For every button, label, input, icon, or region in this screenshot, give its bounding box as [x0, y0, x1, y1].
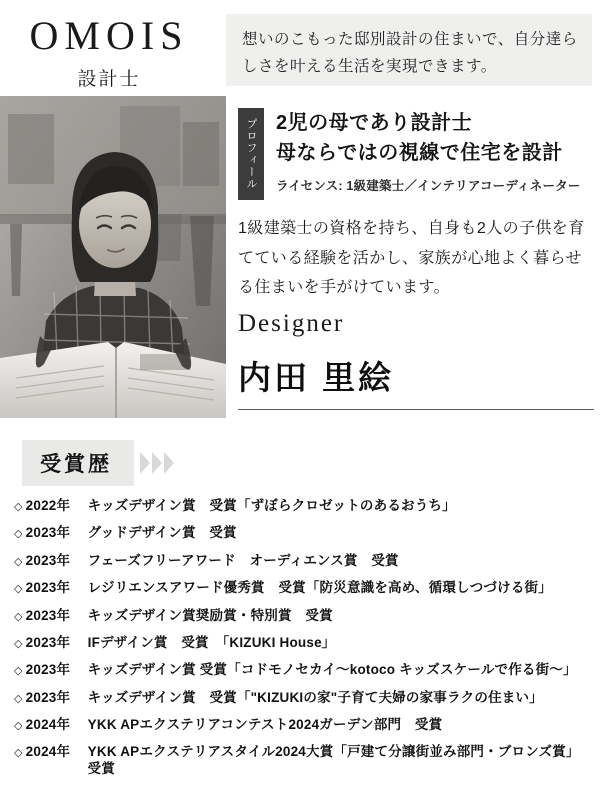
list-item	[14, 525, 594, 542]
list-item	[14, 662, 594, 679]
brand-subtitle: 設計士	[77, 69, 141, 90]
chevron-right-icon	[138, 452, 174, 474]
award-text: グッドデザイン賞 受賞	[87, 525, 237, 541]
profile-license: ライセンス: 1級建築士／インテリアコーディネーター	[276, 179, 581, 193]
awards-heading	[22, 440, 174, 486]
designer-block	[238, 310, 594, 410]
brand-block	[0, 14, 218, 91]
designer-photo	[0, 96, 226, 418]
award-year: 2023年	[25, 525, 71, 541]
diamond-icon: ◇	[14, 501, 23, 513]
diamond-icon: ◇	[14, 555, 23, 568]
award-year: 2023年	[25, 634, 71, 650]
profile-headline	[264, 108, 594, 200]
brand-name: OMOIS	[29, 13, 189, 58]
award-text: YKK APエクステリアスタイル2024大賞「戸建て分譲街並み部門・ブロンズ賞」 受賞	[87, 744, 587, 777]
list-item	[14, 498, 594, 515]
award-year: 2023年	[25, 580, 71, 596]
designer-divider	[238, 409, 594, 410]
award-year: 2023年	[25, 689, 71, 705]
list-item	[14, 580, 594, 597]
designer-name: 内田 里絵	[238, 359, 395, 396]
award-text: フェーズフリーアワード オーディエンス賞 受賞	[87, 552, 399, 568]
award-text: キッズデザイン賞奨励賞・特別賞 受賞	[87, 607, 333, 623]
award-year: 2023年	[25, 607, 71, 623]
list-item	[14, 608, 594, 625]
diamond-icon: ◇	[14, 610, 23, 623]
diamond-icon: ◇	[14, 665, 23, 678]
list-item	[14, 717, 594, 734]
award-year: 2022年	[25, 498, 71, 513]
list-item	[14, 690, 594, 707]
award-text: キッズデザイン賞 受賞「ずぼらクロゼットのあるおうち」	[87, 498, 456, 513]
award-text: レジリエンスアワード優秀賞 受賞「防災意識を高め、循環しつづける街」	[87, 580, 552, 596]
profile-body: 1級建築士の資格を持ち、自身も2人の子供を育てている経験を活かし、家族が心地よく暮らせる住まいを手がけています。	[238, 220, 585, 297]
award-year: 2024年	[25, 744, 71, 760]
profile-headline-row	[238, 108, 594, 200]
profile-tag: プロフィール	[238, 108, 264, 200]
profile-headline-line1: 2児の母であり設計士	[276, 112, 473, 134]
profile-headline-line2: 母ならではの視線で住宅を設計	[276, 142, 563, 164]
diamond-icon: ◇	[14, 720, 23, 732]
award-year: 2023年	[25, 662, 71, 678]
profile-block	[238, 108, 594, 303]
lead-text: 想いのこもった邸別設計の住まいで、自分達らしさを叶える生活を実現できます。	[226, 14, 592, 86]
diamond-icon: ◇	[14, 692, 23, 705]
award-year: 2024年	[25, 717, 71, 732]
designer-label: Designer	[238, 310, 345, 337]
list-item	[14, 553, 594, 570]
award-text: キッズデザイン賞 受賞「コドモノセカイ〜kotoco キッズスケールで作る街〜」	[87, 662, 577, 678]
list-item	[14, 744, 594, 778]
diamond-icon: ◇	[14, 528, 23, 541]
diamond-icon: ◇	[14, 583, 23, 596]
award-text: キッズデザイン賞 受賞「"KIZUKIの家"子育て夫婦の家事ラクの住まい」	[87, 689, 543, 705]
list-item	[14, 635, 594, 652]
award-text: YKK APエクステリアコンテスト2024ガーデン部門 受賞	[87, 717, 443, 732]
awards-title: 受賞歴	[22, 440, 134, 486]
diamond-icon: ◇	[14, 637, 23, 650]
award-year: 2023年	[25, 552, 71, 568]
awards-list	[14, 498, 594, 789]
award-text: IFデザイン賞 受賞 「KIZUKI House」	[87, 634, 336, 650]
photo-illustration	[0, 96, 226, 418]
diamond-icon: ◇	[14, 747, 23, 760]
